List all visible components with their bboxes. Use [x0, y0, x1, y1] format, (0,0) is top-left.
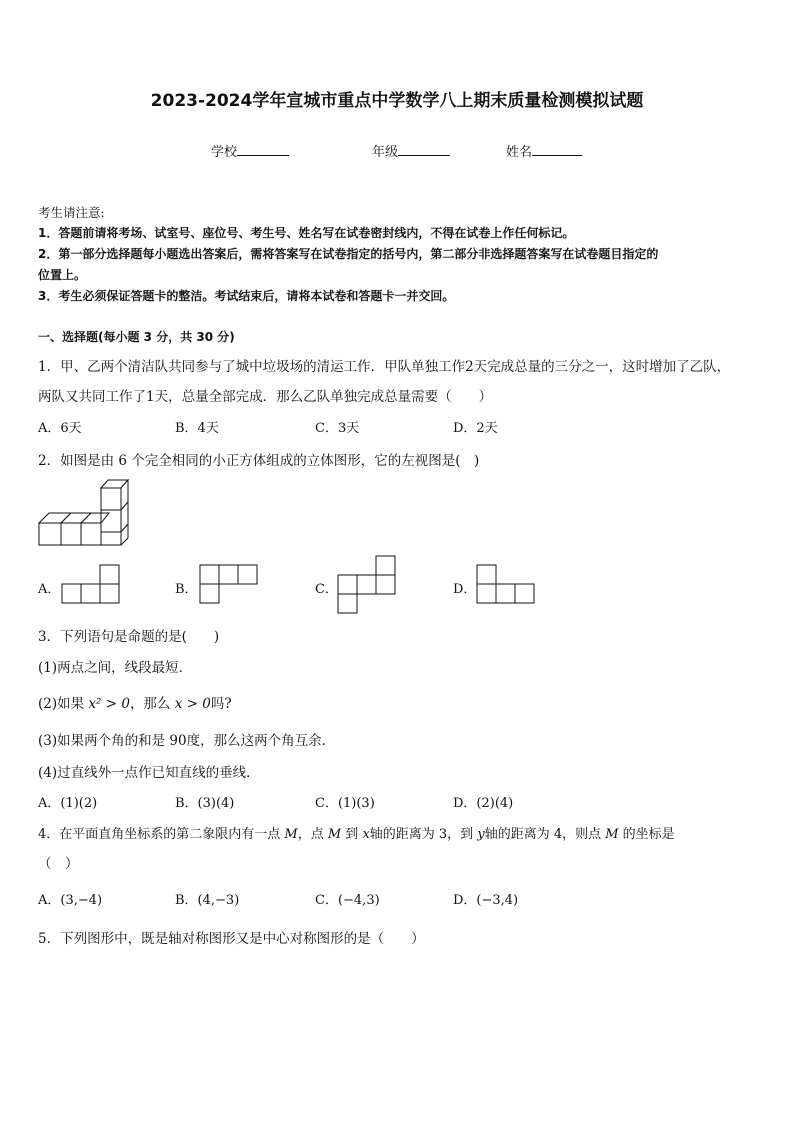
q4-stem-line1 — [38, 823, 675, 842]
q3-statement-2 — [38, 692, 232, 712]
page-title: 2023-2024学年宣城市重点中学数学八上期末质量检测模拟试题 — [150, 91, 644, 111]
q3-option-a[interactable]: A．(1)(2) — [38, 796, 98, 811]
q4-mid3: 轴的距离为 3，到 — [369, 827, 478, 842]
notice-item-2: 2．第一部分选择题每小题选出答案后，需将答案写在试卷指定的括号内，第二部分非选择题答案写在试卷题目指定的 — [38, 247, 659, 261]
q1-option-d[interactable]: D．2天 — [453, 421, 498, 436]
q3-statement-1: (1)两点之间，线段最短． — [38, 660, 193, 676]
q2-option-c-label[interactable]: C． — [315, 582, 338, 597]
q3-s2-math2: x > 0 — [174, 696, 211, 712]
q3-option-b[interactable]: B．(3)(4) — [175, 796, 235, 811]
q1-option-c[interactable]: C．3天 — [315, 421, 360, 436]
q3-statement-3: (3)如果两个角的和是 90度，那么这两个角互余． — [38, 733, 336, 749]
q2-option-b-figure[interactable] — [200, 564, 260, 604]
grade-blank[interactable] — [398, 142, 450, 156]
school-field[interactable] — [211, 141, 289, 160]
q2-option-d-label[interactable]: D． — [453, 582, 477, 597]
notice-heading: 考生请注意: — [38, 205, 105, 220]
q3-s2-mid: ，那么 — [129, 696, 175, 712]
notice-item-2-cont: 位置上。 — [38, 268, 87, 282]
q2-option-a-figure[interactable] — [62, 564, 122, 604]
q4-option-a[interactable]: A．(3,−4) — [38, 893, 103, 908]
notice-item-3: 3．考生必须保证答题卡的整洁。考试结束后，请将本试卷和答题卡一并交回。 — [38, 289, 455, 303]
name-label: 姓名 — [506, 145, 533, 160]
q4-point-m-2: M — [327, 827, 342, 842]
q4-point-m: M — [284, 827, 298, 842]
grade-label: 年级 — [372, 145, 399, 160]
q5-stem: 5．下列图形中，既是轴对称图形又是中心对称图形的是（ ） — [38, 931, 425, 947]
grade-field[interactable] — [372, 141, 450, 160]
q3-s2-pre: (2)如果 — [38, 696, 89, 712]
q2-option-a-label[interactable]: A． — [38, 582, 61, 597]
cube-stack-figure — [37, 476, 137, 548]
name-blank[interactable] — [532, 142, 582, 156]
q3-stem: 3．下列语句是命题的是( ) — [38, 629, 220, 645]
q1-line1: 1．甲、乙两个清洁队共同参与了城中垃圾场的清运工作．甲队单独工作2天完成总量的三分之一，这时增加了乙队， — [38, 359, 731, 375]
q4-mid2: 到 — [341, 827, 363, 842]
q3-option-d[interactable]: D．(2)(4) — [453, 796, 514, 811]
q1-option-a[interactable]: A．6天 — [38, 421, 82, 436]
q2-option-b-label[interactable]: B． — [175, 582, 198, 597]
q4-option-c[interactable]: C．(−4,3) — [315, 893, 380, 908]
q2-option-d-figure[interactable] — [477, 564, 537, 604]
q1-line2: 两队又共同工作了1天，总量全部完成．那么乙队单独完成总量需要（ ） — [38, 389, 493, 405]
q2-option-c-figure[interactable] — [338, 555, 398, 615]
q3-s2-math1: x² > 0 — [88, 696, 130, 712]
section-heading: 一、选择题(每小题 3 分，共 30 分) — [38, 330, 235, 344]
q4-x: x — [362, 827, 370, 842]
q4-mid4: 轴的距离为 4，则点 — [484, 827, 606, 842]
school-label: 学校 — [211, 145, 238, 160]
q4-stem-line2: （ ） — [38, 856, 79, 872]
q3-statement-4: (4)过直线外一点作已知直线的垂线． — [38, 765, 260, 781]
notice-item-1: 1．答题前请将考场、试室号、座位号、考生号、姓名写在试卷密封线内，不得在试卷上作任何标记。 — [38, 226, 575, 240]
q4-option-d[interactable]: D．(−3,4) — [453, 893, 519, 908]
q3-option-c[interactable]: C．(1)(3) — [315, 796, 375, 811]
q4-option-b[interactable]: B．(4,−3) — [175, 893, 240, 908]
school-blank[interactable] — [237, 142, 289, 156]
q4-mid1: ，点 — [297, 827, 328, 842]
q1-option-b[interactable]: B．4天 — [175, 421, 219, 436]
q4-pre: 4．在平面直角坐标系的第二象限内有一点 — [38, 827, 285, 842]
name-field[interactable] — [506, 141, 582, 160]
q4-y: y — [477, 827, 485, 842]
q4-post: 的坐标是 — [618, 827, 675, 842]
q3-s2-post: 吗? — [210, 696, 232, 712]
q4-point-m-3: M — [605, 827, 619, 842]
q2-stem: 2．如图是由 6 个完全相同的小正方体组成的立体图形，它的左视图是( ) — [38, 453, 480, 469]
